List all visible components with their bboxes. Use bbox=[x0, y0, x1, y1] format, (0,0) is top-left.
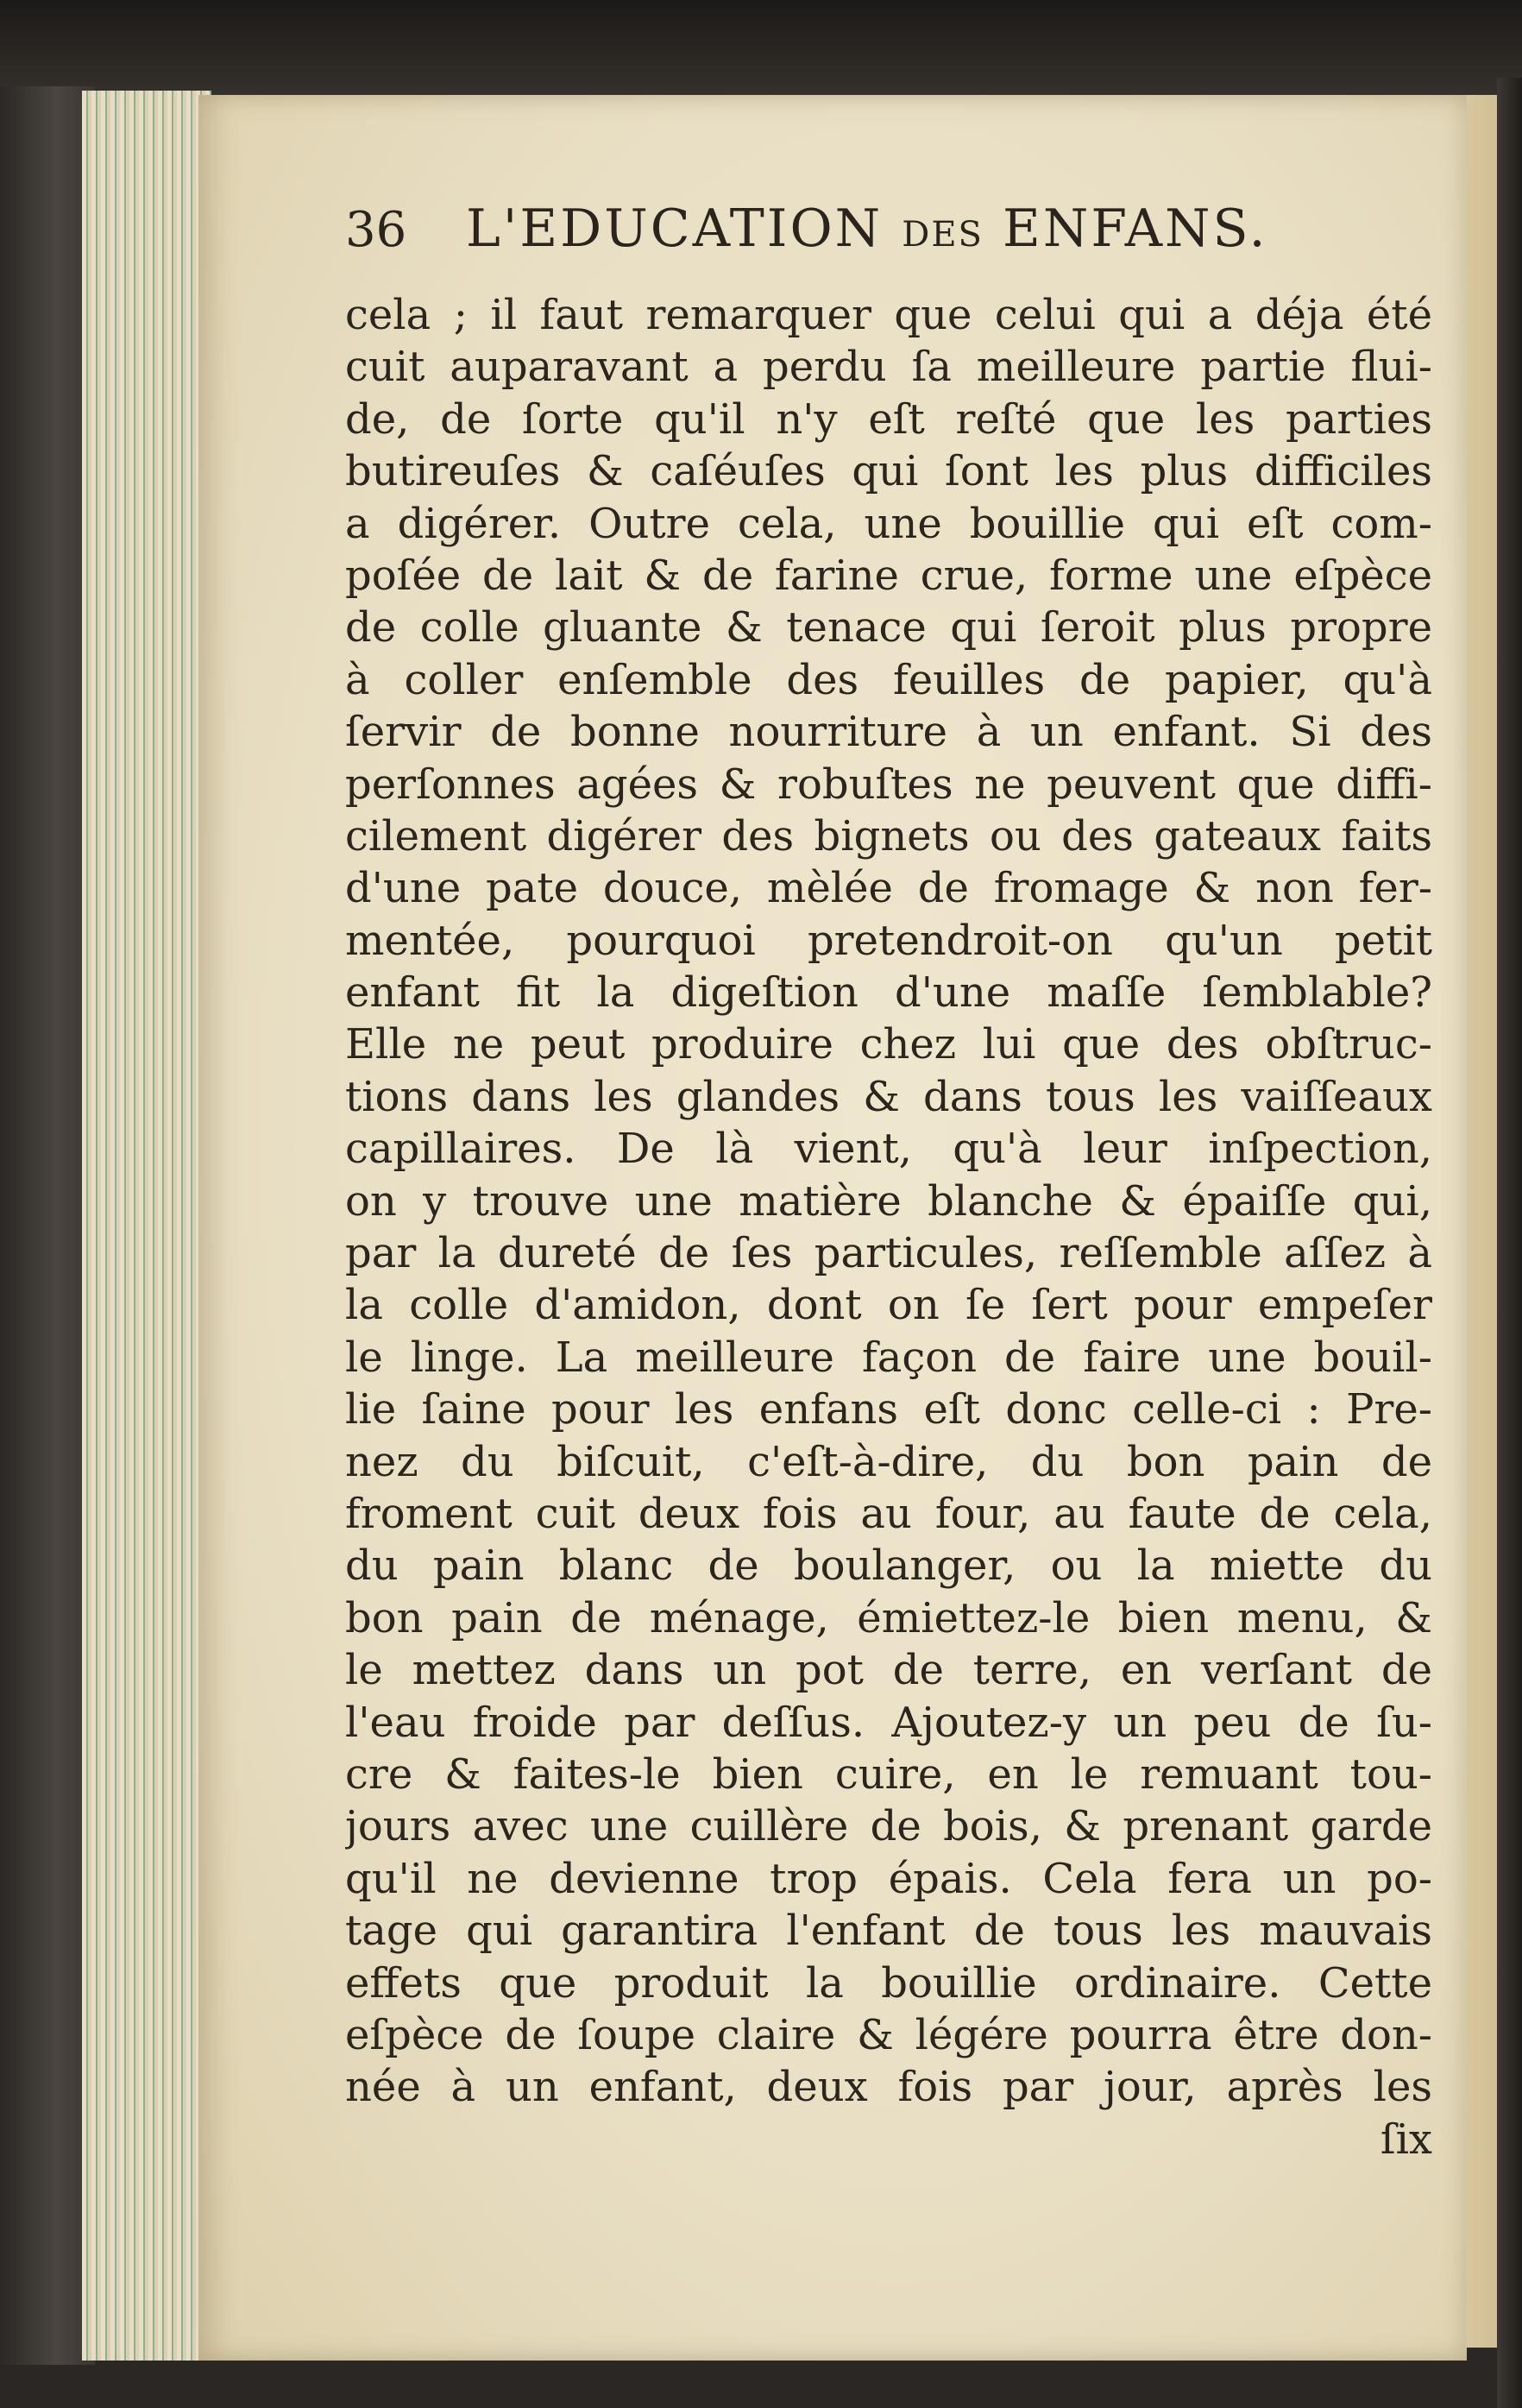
running-title bbox=[466, 199, 1268, 259]
text-line: capillaires. De là vient, qu'à leur inſpection, bbox=[345, 1125, 1432, 1174]
text-line: lie ſaine pour les enfans eſt donc celle-ci : Pre- bbox=[345, 1385, 1432, 1434]
text-line: enfant fit la digeſtion d'une maſſe ſemblable? bbox=[345, 968, 1432, 1018]
text-line: née à un enfant, deux fois par jour, après les bbox=[345, 2063, 1432, 2112]
text-line: ſervir de bonne nourriture à un enfant. Si des bbox=[345, 708, 1432, 757]
text-line: a digérer. Outre cela, une bouillie qui eſt com- bbox=[345, 499, 1432, 548]
running-title-suffix: ENFANS. bbox=[1003, 199, 1268, 259]
book-cover-edge bbox=[0, 86, 95, 2365]
text-line: tage qui garantira l'enfant de tous les mauvais bbox=[345, 1907, 1432, 1956]
page-number: 36 bbox=[345, 202, 407, 258]
text-line: par la dureté de ſes particules, reſſemble aſſez à bbox=[345, 1229, 1432, 1278]
text-line: le linge. La meilleure façon de faire une bouil- bbox=[345, 1333, 1432, 1382]
text-line: le mettez dans un pot de terre, en verſant de bbox=[345, 1646, 1432, 1695]
text-line: l'eau froide par deſſus. Ajoutez-y un peu de ſu- bbox=[345, 1698, 1432, 1747]
text-line: bon pain de ménage, émiettez-le bien menu, & bbox=[345, 1593, 1432, 1642]
page-body bbox=[345, 289, 1432, 2165]
text-line: de colle gluante & tenace qui ſeroit plus propre bbox=[345, 603, 1432, 652]
text-line: du pain blanc de boulanger, ou la miette du bbox=[345, 1541, 1432, 1591]
running-head bbox=[345, 199, 1432, 276]
text-line: la colle d'amidon, dont on ſe ſert pour empeſer bbox=[345, 1281, 1432, 1330]
text-line: perſonnes agées & robuſtes ne peuvent que diffi- bbox=[345, 760, 1432, 809]
text-line: nez du biſcuit, c'eſt-à-dire, du bon pain de bbox=[345, 1437, 1432, 1486]
text-line: on y trouve une matière blanche & épaiſſe qui, bbox=[345, 1176, 1432, 1226]
text-line: d'une pate douce, mèlée de fromage & non fer- bbox=[345, 864, 1432, 913]
scan-background-right bbox=[1497, 78, 1522, 2408]
book-page bbox=[198, 95, 1467, 2361]
text-line: tions dans les glandes & dans tous les vaiſſeaux bbox=[345, 1072, 1432, 1121]
text-line: butireuſes & caſéuſes qui ſont les plus difficiles bbox=[345, 447, 1432, 496]
text-line: Elle ne peut produire chez lui que des obſtruc- bbox=[345, 1020, 1432, 1069]
text-line: cela ; il faut remarquer que celui qui a déja été bbox=[345, 291, 1432, 339]
text-line: cilement digérer des bignets ou des gateaux faits bbox=[345, 811, 1432, 860]
catchword: ſix bbox=[1380, 2115, 1432, 2164]
text-line: jours avec une cuillère de bois, & prenant garde bbox=[345, 1802, 1432, 1851]
scan-background-top bbox=[0, 0, 1522, 95]
text-line: froment cuit deux fois au four, au faute de cela, bbox=[345, 1489, 1432, 1538]
text-line: de, de ſorte qu'il n'y eſt reſté que les parties bbox=[345, 394, 1432, 444]
text-line: eſpèce de ſoupe claire & légére pourra être don- bbox=[345, 2010, 1432, 2059]
text-line: cuit auparavant a perdu ſa meilleure partie flui- bbox=[345, 343, 1432, 392]
text-line: mentée, pourquoi pretendroit-on qu'un petit bbox=[345, 916, 1432, 965]
page-edges bbox=[82, 91, 211, 2361]
text-line: à coller enſemble des feuilles de papier, qu'à bbox=[345, 655, 1432, 704]
text-line: poſée de lait & de farine crue, forme une eſpèce bbox=[345, 551, 1432, 600]
text-line: qu'il ne devienne trop épais. Cela fera un po- bbox=[345, 1854, 1432, 1903]
text-line: effets que produit la bouillie ordinaire. Cette bbox=[345, 1958, 1432, 2008]
text-line: cre & faites-le bien cuire, en le remuant tou- bbox=[345, 1749, 1432, 1799]
running-title-small: DES bbox=[902, 215, 984, 255]
running-title-prefix: L'EDUCATION bbox=[466, 199, 884, 259]
